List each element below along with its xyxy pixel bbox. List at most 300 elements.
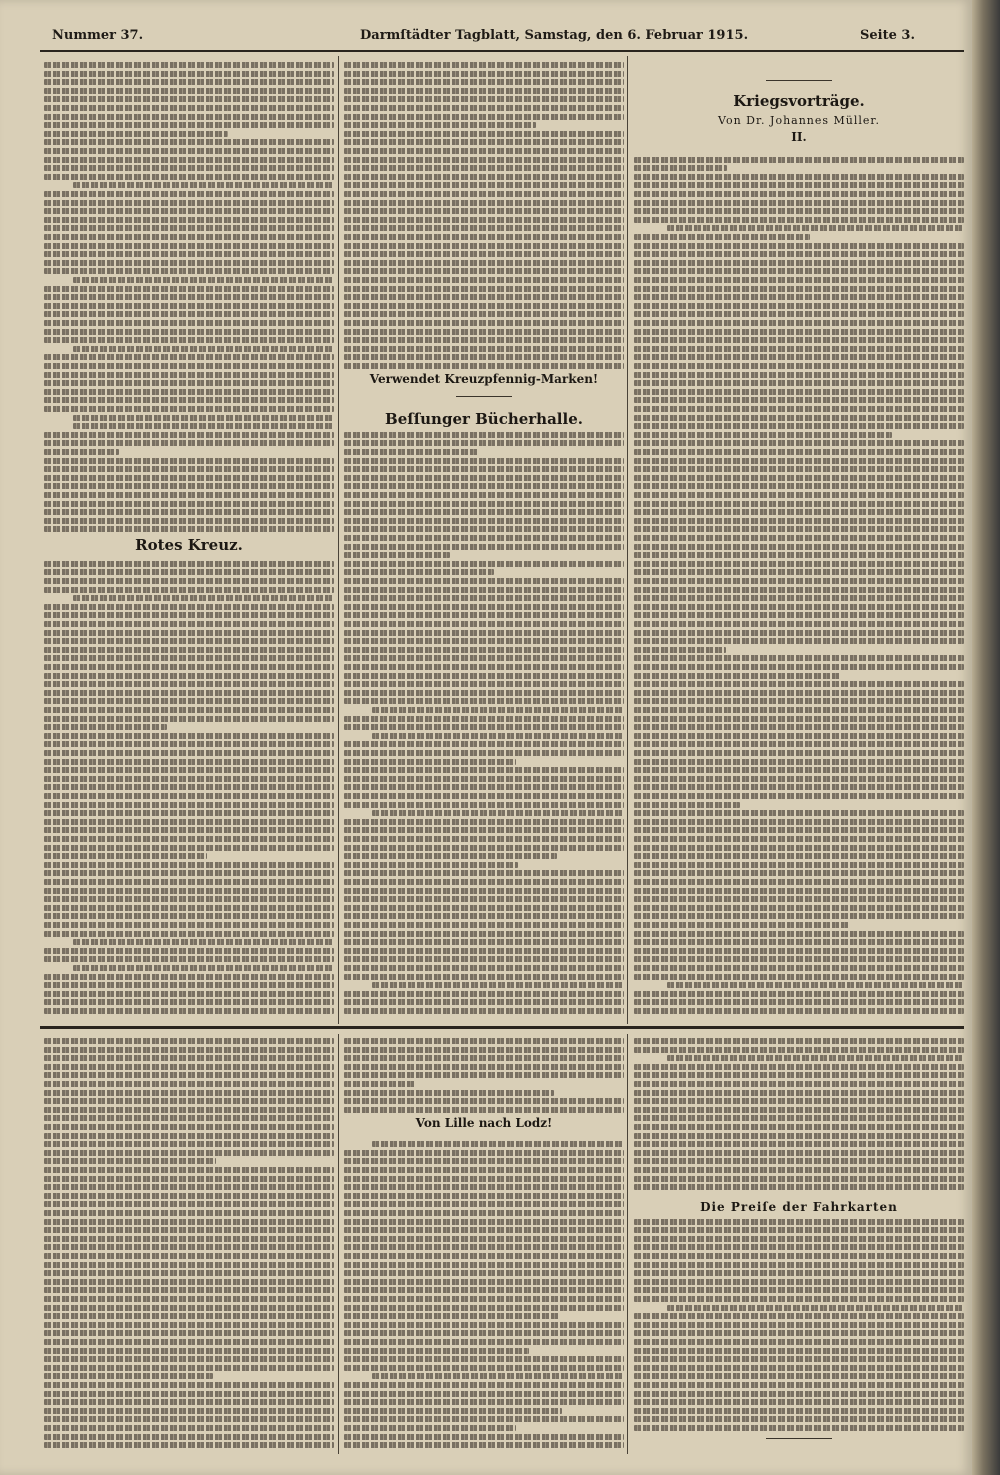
- body-text-line: [634, 1141, 964, 1147]
- body-text-line: [344, 311, 624, 317]
- body-text-line: [344, 1064, 624, 1070]
- body-text-line: [344, 862, 518, 868]
- body-text-line: [344, 1296, 624, 1302]
- body-text-line: [44, 870, 334, 876]
- body-text-line: [44, 303, 334, 309]
- body-text-line: [667, 1055, 964, 1061]
- body-text-line: [44, 578, 334, 584]
- body-text-line: [344, 741, 624, 747]
- body-text-line: [344, 174, 624, 180]
- body-text-line: [634, 922, 850, 928]
- body-text-line: [634, 1133, 964, 1139]
- body-text-line: [634, 1115, 964, 1121]
- body-text-line: [44, 243, 334, 249]
- body-text-line: [44, 638, 334, 644]
- body-text-line: [344, 1330, 624, 1336]
- body-text-line: [634, 673, 840, 679]
- body-text-line: [44, 827, 334, 833]
- section-heading-rotes-kreuz: Rotes Kreuz.: [135, 536, 243, 554]
- body-text-line: [634, 1425, 964, 1431]
- body-text-line: [344, 1442, 624, 1448]
- body-text-line: [44, 1382, 334, 1388]
- body-text-line: [44, 1038, 334, 1044]
- body-text-line: [634, 303, 964, 309]
- body-text-line: [634, 612, 964, 618]
- body-text-line: [634, 1253, 964, 1259]
- body-text-line: [44, 1313, 334, 1319]
- body-text-line: [667, 225, 964, 231]
- body-text-line: [372, 733, 624, 739]
- body-text-line: [344, 896, 624, 902]
- body-text-line: [634, 1348, 964, 1354]
- body-text-line: [634, 888, 964, 894]
- body-text-line: [44, 389, 334, 395]
- body-text-line: [344, 544, 624, 550]
- body-text-line: [344, 913, 624, 919]
- body-text-line: [344, 1408, 562, 1414]
- body-text-line: [634, 827, 964, 833]
- body-text-line: [344, 320, 624, 326]
- body-text-line: [634, 1098, 964, 1104]
- body-text-line: [344, 664, 624, 670]
- body-text-line: [344, 1399, 624, 1405]
- body-text-line: [634, 243, 964, 249]
- body-text-line: [344, 518, 624, 524]
- body-text-line: [44, 1176, 334, 1182]
- body-text-line: [44, 1064, 334, 1070]
- body-text-line: [634, 965, 964, 971]
- body-text-line: [634, 845, 964, 851]
- body-text-line: [634, 1184, 964, 1190]
- body-text-line: [344, 681, 624, 687]
- body-text-line: [44, 320, 334, 326]
- body-text-line: [344, 1219, 624, 1225]
- body-text-line: [44, 483, 334, 489]
- body-text-line: [634, 380, 964, 386]
- body-text-line: [44, 234, 334, 240]
- body-text-line: [344, 991, 624, 997]
- body-text-line: [44, 759, 334, 765]
- body-text-line: [44, 1262, 334, 1268]
- body-text-line: [44, 1115, 334, 1121]
- body-text-line: [44, 475, 334, 481]
- body-text-line: [344, 974, 624, 980]
- body-text-line: [44, 251, 334, 257]
- body-text-line: [44, 79, 334, 85]
- body-text-line: [634, 664, 964, 670]
- body-text-line: [44, 647, 334, 653]
- article-column-5: [344, 1034, 624, 1454]
- body-text-line: [634, 810, 964, 816]
- body-text-line: [344, 931, 624, 937]
- body-text-line: [44, 1072, 334, 1078]
- body-text-line: [344, 114, 624, 120]
- body-text-line: [634, 647, 726, 653]
- body-text-line: [44, 630, 334, 636]
- body-text-line: [634, 260, 964, 266]
- body-text-line: [634, 208, 964, 214]
- body-text-line: [634, 234, 810, 240]
- body-text-line: [634, 518, 964, 524]
- body-text-line: [44, 1270, 334, 1276]
- body-text-line: [44, 802, 334, 808]
- body-text-line: [344, 165, 624, 171]
- article-column-1: [44, 58, 334, 1022]
- body-text-line: [44, 1055, 334, 1061]
- body-text-line: [344, 1339, 624, 1345]
- body-text-line: [634, 956, 964, 962]
- body-text-line: [44, 1365, 334, 1371]
- body-text-line: [634, 1322, 964, 1328]
- body-text-line: [344, 509, 624, 515]
- body-text-line: [634, 535, 964, 541]
- body-text-line: [44, 913, 334, 919]
- body-text-line: [634, 716, 964, 722]
- body-text-line: [634, 329, 964, 335]
- body-text-line: [44, 896, 334, 902]
- body-text-line: [44, 716, 334, 722]
- body-text-line: [344, 354, 624, 360]
- body-text-line: [344, 1047, 624, 1053]
- body-text-line: [44, 1047, 334, 1053]
- body-text-line: [44, 1167, 334, 1173]
- body-text-line: [344, 1365, 624, 1371]
- body-text-line: [344, 71, 624, 77]
- body-text-line: [344, 191, 624, 197]
- body-text-line: [344, 1391, 624, 1397]
- body-text-line: [44, 1201, 334, 1207]
- body-text-line: [372, 1373, 624, 1379]
- body-text-line: [44, 131, 228, 137]
- body-text-line: [667, 1305, 964, 1311]
- body-text-line: [344, 698, 624, 704]
- body-text-line: [634, 1236, 964, 1242]
- body-text-line: [44, 1124, 334, 1130]
- body-text-line: [344, 1434, 624, 1440]
- body-text-line: [634, 1107, 964, 1113]
- body-text-line: [344, 346, 624, 352]
- body-text-line: [634, 432, 892, 438]
- body-text-line: [634, 1244, 964, 1250]
- body-text-line: [634, 1176, 964, 1182]
- body-text-line: [634, 294, 964, 300]
- body-text-line: [344, 1313, 559, 1319]
- body-text-line: [44, 518, 334, 524]
- body-text-line: [44, 922, 334, 928]
- body-text-line: [634, 759, 964, 765]
- section-rule: [766, 1438, 832, 1439]
- body-text-line: [344, 604, 624, 610]
- body-text-line: [634, 733, 964, 739]
- body-text-line: [44, 157, 334, 163]
- body-text-line: [634, 569, 964, 575]
- body-text-line: [44, 1133, 334, 1139]
- body-text-line: [372, 810, 624, 816]
- body-text-line: [44, 1408, 334, 1414]
- body-text-line: [372, 1141, 624, 1147]
- body-text-line: [44, 819, 334, 825]
- body-text-line: [634, 458, 964, 464]
- body-text-line: [44, 1244, 334, 1250]
- body-text-line: [344, 337, 624, 343]
- body-text-line: [634, 389, 964, 395]
- body-text-line: [634, 1081, 964, 1087]
- body-text-line: [634, 1064, 964, 1070]
- body-text-line: [44, 991, 334, 997]
- column-divider: [627, 56, 628, 1024]
- body-text-line: [344, 999, 624, 1005]
- body-text-line: [634, 561, 964, 567]
- body-text-line: [44, 905, 334, 911]
- body-text-line: [44, 139, 334, 145]
- body-text-line: [44, 681, 334, 687]
- body-text-line: [634, 595, 964, 601]
- body-text-line: [634, 802, 740, 808]
- body-text-line: [44, 1373, 213, 1379]
- body-text-line: [634, 896, 964, 902]
- body-text-line: [73, 277, 334, 283]
- body-text-line: [44, 1322, 334, 1328]
- body-text-line: [344, 157, 624, 163]
- body-text-line: [344, 1098, 624, 1104]
- body-text-line: [634, 931, 964, 937]
- body-text-line: [344, 1244, 624, 1250]
- body-text-line: [634, 879, 964, 885]
- body-text-line: [44, 406, 334, 412]
- body-text-line: [44, 122, 334, 128]
- body-text-line: [344, 759, 516, 765]
- body-text-line: [44, 174, 334, 180]
- body-text-line: [634, 1399, 964, 1405]
- author-byline: Von Dr. Johannes Müller.: [718, 114, 880, 127]
- body-text-line: [344, 776, 624, 782]
- body-text-line: [44, 621, 334, 627]
- body-text-line: [344, 225, 624, 231]
- body-text-line: [344, 1279, 624, 1285]
- body-text-line: [634, 1356, 964, 1362]
- subheading-fahrkarten-preise: Die Preiſe der Fahrkarten: [700, 1200, 898, 1214]
- body-text-line: [634, 1296, 964, 1302]
- article-column-3: [634, 58, 964, 1022]
- body-text-line: [44, 862, 334, 868]
- body-text-line: [634, 587, 964, 593]
- book-spine-edge: [972, 0, 1000, 1475]
- body-text-line: [344, 277, 624, 283]
- body-text-line: [634, 1262, 964, 1268]
- body-text-line: [344, 475, 624, 481]
- body-text-line: [344, 630, 624, 636]
- body-text-line: [44, 1107, 334, 1113]
- body-text-line: [634, 578, 964, 584]
- body-text-line: [634, 784, 964, 790]
- body-text-line: [44, 1150, 334, 1156]
- body-text-line: [634, 707, 964, 713]
- body-text-line: [344, 268, 624, 274]
- body-text-line: [344, 1158, 624, 1164]
- body-text-line: [634, 354, 964, 360]
- body-text-line: [634, 483, 964, 489]
- body-text-line: [44, 836, 334, 842]
- body-text-line: [73, 346, 334, 352]
- body-text-line: [44, 974, 334, 980]
- body-text-line: [44, 948, 334, 954]
- body-text-line: [44, 1227, 334, 1233]
- body-text-line: [344, 853, 557, 859]
- body-text-line: [344, 561, 624, 567]
- body-text-line: [634, 1270, 964, 1276]
- body-text-line: [44, 208, 334, 214]
- body-text-line: [344, 182, 624, 188]
- body-text-line: [634, 397, 964, 403]
- body-text-line: [344, 251, 624, 257]
- body-text-line: [44, 105, 334, 111]
- body-text-line: [634, 939, 964, 945]
- body-text-line: [44, 587, 334, 593]
- body-text-line: [344, 1305, 624, 1311]
- body-text-line: [44, 741, 334, 747]
- body-text-line: [667, 982, 964, 988]
- body-text-line: [634, 440, 964, 446]
- body-text-line: [344, 208, 624, 214]
- body-text-line: [372, 707, 624, 713]
- body-text-line: [634, 1382, 964, 1388]
- body-text-line: [634, 1038, 964, 1044]
- body-text-line: [634, 1090, 964, 1096]
- body-text-line: [44, 1081, 334, 1087]
- body-text-line: [372, 982, 624, 988]
- body-text-line: [44, 526, 334, 532]
- body-text-line: [44, 1296, 334, 1302]
- body-text-line: [44, 217, 334, 223]
- body-text-line: [344, 329, 624, 335]
- section-heading-kriegsvortraege: Kriegsvorträge.: [733, 92, 865, 110]
- body-text-line: [634, 698, 964, 704]
- body-text-line: [344, 767, 624, 773]
- body-text-line: [44, 148, 334, 154]
- body-text-line: [634, 604, 964, 610]
- body-text-line: [44, 363, 334, 369]
- body-text-line: [44, 268, 334, 274]
- body-text-line: [634, 1330, 964, 1336]
- body-text-line: [344, 1107, 624, 1113]
- body-text-line: [44, 1391, 334, 1397]
- body-text-line: [44, 1158, 216, 1164]
- body-text-line: [44, 569, 334, 575]
- body-text-line: [44, 1416, 334, 1422]
- body-text-line: [44, 329, 334, 335]
- body-text-line: [344, 595, 624, 601]
- body-text-line: [634, 1227, 964, 1233]
- body-text-line: [634, 1408, 964, 1414]
- body-text-line: [344, 148, 624, 154]
- body-text-line: [344, 200, 624, 206]
- body-text-line: [44, 492, 334, 498]
- body-text-line: [44, 380, 334, 386]
- body-text-line: [44, 466, 334, 472]
- body-text-line: [344, 1072, 624, 1078]
- body-text-line: [44, 724, 167, 730]
- body-text-line: [634, 819, 964, 825]
- body-text-line: [344, 638, 624, 644]
- body-text-line: [44, 337, 334, 343]
- body-text-line: [634, 681, 964, 687]
- body-text-line: [344, 905, 624, 911]
- body-text-line: [634, 836, 964, 842]
- body-text-line: [634, 182, 964, 188]
- body-text-line: [44, 1236, 334, 1242]
- body-text-line: [344, 466, 624, 472]
- body-text-line: [44, 1219, 334, 1225]
- header-rule: [40, 50, 964, 52]
- body-text-line: [44, 888, 334, 894]
- body-text-line: [44, 311, 334, 317]
- body-text-line: [634, 750, 964, 756]
- body-text-line: [344, 260, 624, 266]
- body-text-line: [344, 449, 478, 455]
- body-text-line: [344, 294, 624, 300]
- body-text-line: [634, 638, 964, 644]
- body-text-line: [44, 1210, 334, 1216]
- body-text-line: [44, 664, 334, 670]
- body-text-line: [44, 1442, 334, 1448]
- body-text-line: [344, 655, 624, 661]
- body-text-line: [634, 724, 964, 730]
- body-text-line: [344, 535, 624, 541]
- body-text-line: [344, 105, 624, 111]
- body-text-line: [344, 1425, 516, 1431]
- body-text-line: [73, 182, 334, 188]
- body-text-line: [634, 1158, 964, 1164]
- body-text-line: [344, 234, 624, 240]
- body-text-line: [344, 1287, 624, 1293]
- body-text-line: [344, 62, 624, 68]
- body-text-line: [344, 1262, 624, 1268]
- body-text-line: [44, 165, 334, 171]
- body-text-line: [344, 458, 624, 464]
- body-text-line: [44, 200, 334, 206]
- body-text-line: [344, 948, 624, 954]
- body-text-line: [44, 999, 334, 1005]
- body-text-line: [44, 1253, 334, 1259]
- body-text-line: [634, 200, 964, 206]
- section-rule: [456, 396, 512, 397]
- body-text-line: [634, 552, 964, 558]
- body-text-line: [634, 337, 964, 343]
- body-text-line: [634, 793, 964, 799]
- body-text-line: [44, 690, 334, 696]
- body-text-line: [634, 320, 964, 326]
- body-text-line: [44, 458, 334, 464]
- body-text-line: [44, 432, 334, 438]
- body-text-line: [44, 1434, 334, 1440]
- body-text-line: [344, 647, 624, 653]
- notice-kreuzpfennig: Verwendet Kreuzpfennig-Marken!: [369, 372, 599, 386]
- body-text-line: [634, 1167, 964, 1173]
- body-text-line: [634, 1339, 964, 1345]
- body-text-line: [344, 1184, 624, 1190]
- section-heading-buecherhalle: Beſſunger Bücherhalle.: [385, 410, 583, 428]
- body-text-line: [44, 354, 334, 360]
- article-column-4: [44, 1034, 334, 1454]
- body-text-line: [634, 1313, 964, 1319]
- body-text-line: [44, 294, 334, 300]
- body-text-line: [344, 501, 624, 507]
- body-text-line: [344, 1322, 624, 1328]
- body-text-line: [344, 1227, 624, 1233]
- body-text-line: [344, 1382, 624, 1388]
- body-text-line: [634, 415, 964, 421]
- body-text-line: [344, 1270, 624, 1276]
